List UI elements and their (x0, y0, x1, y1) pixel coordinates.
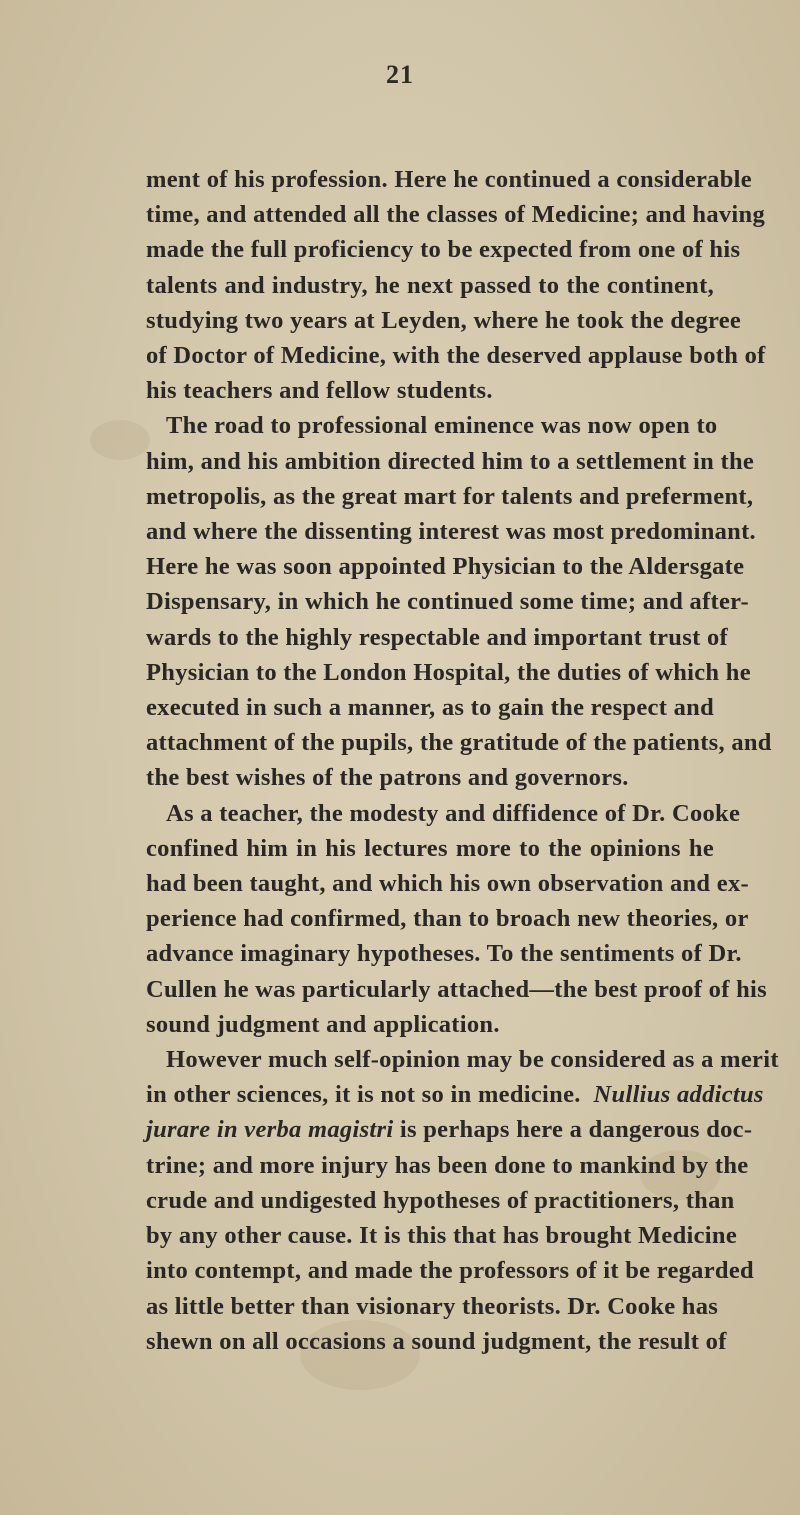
text-segment: in other sciences, it is not so in medicine. (146, 1081, 581, 1109)
text-line-with-italic (146, 1112, 753, 1147)
latin-phrase: Nullius addictus (593, 1081, 764, 1109)
text-line: him, and his ambition directed him to a settlement in the (146, 447, 755, 475)
text-line: made the full proficiency to be expected from one of his (146, 236, 741, 264)
text-line: wards to the highly respectable and important trust of (146, 623, 728, 651)
text-line: attachment of the pupils, the gratitude of the patients, and (146, 729, 772, 757)
text-line: executed in such a manner, as to gain the respect and (146, 694, 714, 722)
paper-stain (90, 420, 150, 460)
text-line: metropolis, as the great mart for talents and preferment, (146, 482, 754, 510)
text-line: by any other cause. It is this that has brought Medicine (146, 1222, 738, 1250)
text-line: his teachers and fellow students. (146, 377, 493, 405)
text-line: shewn on all occasions a sound judgment, the result of (146, 1327, 727, 1355)
text-line: sound judgment and application. (146, 1010, 500, 1038)
text-line: Dispensary, in which he continued some time; and after- (146, 588, 749, 616)
paragraph-4 (146, 1042, 779, 1359)
text-line: However much self-opinion may be considered as a merit (166, 1046, 779, 1074)
text-line: and where the dissenting interest was most predominant. (146, 518, 756, 546)
text-line: confined him in his lectures more to the opinions he (146, 834, 714, 862)
text-line: the best wishes of the patrons and governors. (146, 764, 629, 792)
text-line: studying two years at Leyden, where he took the degree (146, 306, 742, 334)
text-line: The road to professional eminence was now open to (166, 412, 718, 440)
text-line: crude and undigested hypotheses of practitioners, than (146, 1186, 735, 1214)
text-segment: is perhaps here a dangerous doc- (393, 1116, 753, 1144)
text-line: Cullen he was particularly attached—the best proof of his (146, 975, 767, 1003)
paragraph-1 (146, 162, 766, 408)
paragraph-3 (146, 796, 767, 1042)
paragraph-2 (146, 408, 772, 795)
body-text (146, 162, 779, 1359)
text-line: Physician to the London Hospital, the duties of which he (146, 658, 751, 686)
text-line: talents and industry, he next passed to the continent, (146, 271, 714, 299)
text-line: had been taught, and which his own observation and ex- (146, 870, 749, 898)
text-line: into contempt, and made the professors of it be regarded (146, 1257, 754, 1285)
text-line: of Doctor of Medicine, with the deserved applause both of (146, 342, 766, 370)
text-line: perience had confirmed, than to broach new theories, or (146, 905, 749, 933)
page-number: 21 (386, 60, 414, 89)
text-line: trine; and more injury has been done to mankind by the (146, 1151, 749, 1179)
text-line: time, and attended all the classes of Medicine; and having (146, 201, 766, 229)
text-line: ment of his profession. Here he continued a considerable (146, 166, 752, 193)
text-line: Here he was soon appointed Physician to the Aldersgate (146, 553, 745, 581)
text-line: As a teacher, the modesty and diffidence of Dr. Cooke (166, 799, 741, 827)
text-line-with-italic (146, 1077, 764, 1112)
text-line: as little better than visionary theorists. Dr. Cooke has (146, 1292, 719, 1320)
text-line: advance imaginary hypotheses. To the sentiments of Dr. (146, 940, 742, 968)
latin-phrase: jurare in verba magistri (146, 1116, 394, 1144)
